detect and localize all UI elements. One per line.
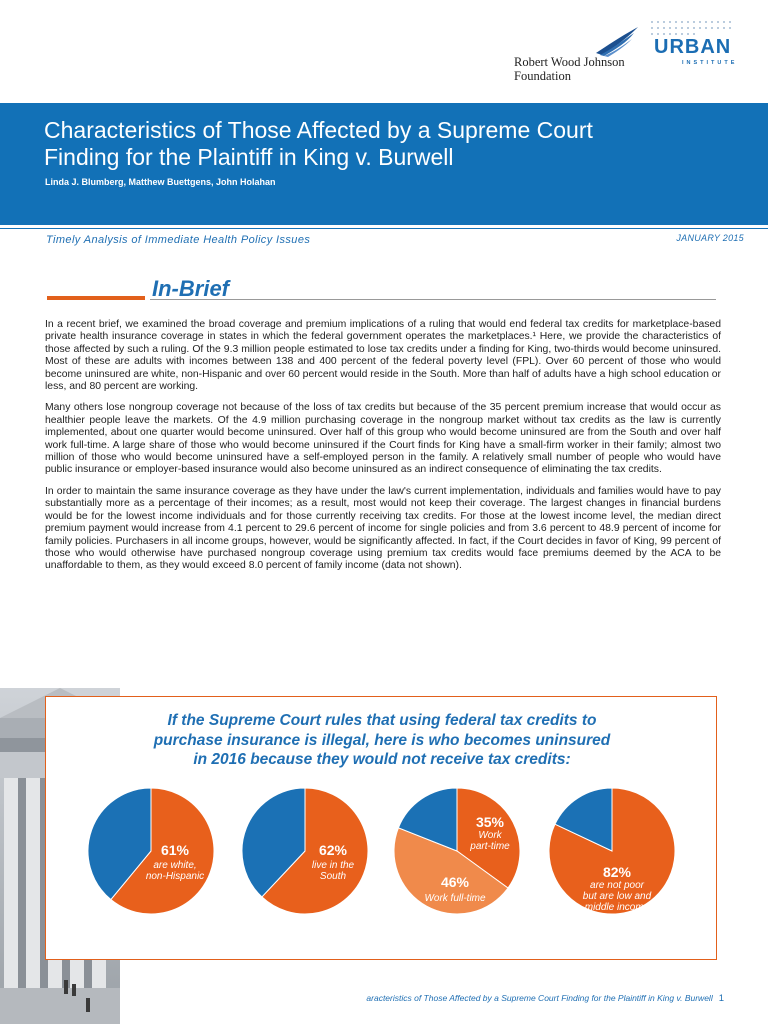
publication-date: JANUARY 2015 (676, 233, 744, 243)
urban-wordmark: URBAN (654, 36, 732, 58)
pie-label-35: 35% (475, 814, 505, 830)
rwjf-line2: Foundation (514, 69, 571, 83)
eagle-icon (594, 25, 640, 57)
dot-grid-icon (644, 18, 754, 38)
footer (366, 993, 724, 1004)
section-title: In-Brief (152, 276, 229, 301)
pie-caption-income (572, 880, 662, 913)
pie-label-46: 46% (440, 874, 470, 890)
urban-subtitle: INSTITUTE (682, 60, 738, 66)
rwjf-logo (514, 25, 644, 85)
pie-label-61: 61% (160, 842, 190, 858)
tagline: Timely Analysis of Immediate Health Policy Issues (46, 234, 311, 246)
pie-label-62: 62% (318, 842, 348, 858)
caption-line: Work full-time (424, 893, 486, 904)
urban-logo (644, 18, 754, 88)
divider (0, 228, 768, 229)
logo-area (0, 0, 768, 102)
paragraph: In a recent brief, we examined the broad coverage and premium implications of a ruling that would end federal tax credits for marketplace-based private health insurance coverage in states in which the federal government operates the marketplaces.¹ Here, we provide the characteristics of those affected by such a ruling. Of the 9.3 million people estimated to lose tax credits under a finding for King, two-thirds would become uninsured. Most of these are adults with incomes between 138 and 400 percent of the federal poverty level (FPL). Over 60 percent of those who would become uninsured are white, non-Hispanic and over 60 percent would reside in the South. More than half of adults have a high school education or less, and 80 percent are working. (45, 319, 721, 393)
page-number: 1 (718, 993, 724, 1004)
caption-line: but are low and (582, 891, 652, 902)
section-accent-bar (47, 296, 145, 300)
caption-line: part-time (470, 841, 510, 852)
pie-caption-white (132, 860, 218, 882)
caption-line: South (319, 871, 347, 882)
pie-caption-parttime (455, 830, 525, 852)
pie-caption-fulltime (410, 893, 500, 904)
caption-line: non-Hispanic (145, 871, 205, 882)
callout-title-line-1: If the Supreme Court rules that using federal tax credits to (167, 712, 597, 729)
paragraph: Many others lose nongroup coverage not because of the loss of tax credits but because of the 35 percent premium increase that would occur as healthier people leave the markets. Of the 4.9 million purchasing coverage in the nongroup market without tax credits as the law is currently implemented, about one quarter would become uninsured. Over half of this group who would become uninsured are from the South and over half work full-time. A large share of those who would become uninsured if the Court finds for King have a small-firm worker in their family; almost two million of those who would become uninsured have a self-employed person in the family. A relatively small number of people who would have public insurance or employer-based insurance would also become uninsured as an indirect consequence of eliminating the tax credits. (45, 402, 721, 476)
callout-title-line-3: in 2016 because they would not receive tax credits: (193, 751, 571, 768)
authors: Linda J. Blumberg, Matthew Buettgens, John Holahan (45, 177, 276, 187)
page-title (44, 117, 744, 171)
footer-text: aracteristics of Those Affected by a Supreme Court Finding for the Plaintiff in King v. Burwell (366, 993, 713, 1003)
caption-line: are white, (153, 860, 197, 871)
title-line-1: Characteristics of Those Affected by a Supreme Court (44, 117, 593, 143)
caption-line: Work (478, 830, 502, 841)
title-line-2: Finding for the Plaintiff in King v. Burwell (44, 144, 454, 170)
callout-title-line-2: purchase insurance is illegal, here is who becomes uninsured (153, 731, 611, 749)
body-text (45, 319, 721, 582)
rwjf-line1: Robert Wood Johnson (514, 55, 625, 69)
section-divider (150, 299, 716, 300)
pie-caption-south (293, 860, 373, 882)
paragraph: In order to maintain the same insurance coverage as they have under the law's current implementation, individuals and families would have to pay substantially more as a percentage of their incomes; as a result, most would not keep their coverage. The largest changes in financial burdens would be for the lowest income individuals and for those currently receiving tax credits. For those at the lowest income level, the median direct premium payment would increase from 4.1 percent to 29.6 percent of income for single policies and from 3.6 percent to 48.9 percent of income for family policies. Purchasers in all income groups, however, would be significantly affected. In fact, if the Court decides in favor of King, 99 percent of those who would otherwise have purchased nongroup coverage using premium tax credits would face premiums deemed by the ACA to be unaffordable to them, as they would exceed 8.0 percent of family income (data not shown). (45, 485, 721, 572)
callout-title (52, 711, 712, 770)
rwjf-name (514, 55, 625, 83)
pie-label-82: 82% (602, 864, 632, 880)
caption-line: are not poor (590, 880, 644, 891)
caption-line: middle income (584, 902, 650, 913)
caption-line: live in the (311, 860, 355, 871)
